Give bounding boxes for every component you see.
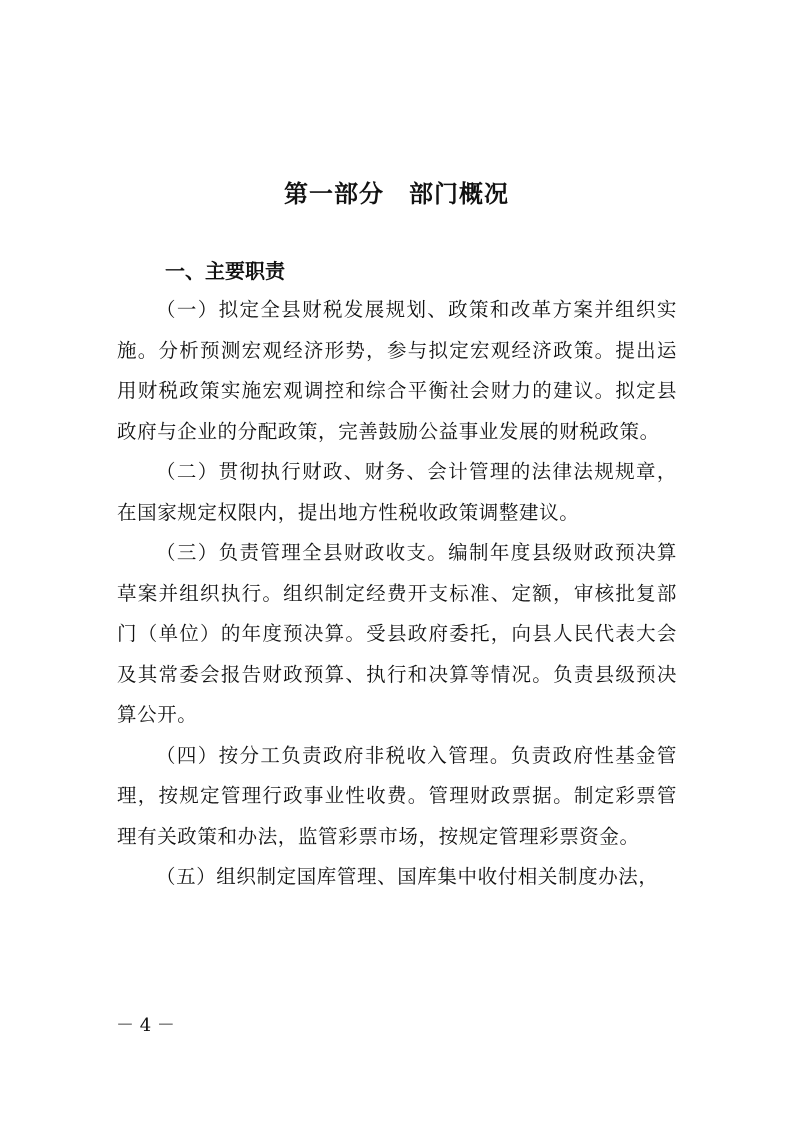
page-number: － 4 － [116, 1015, 175, 1036]
paragraph-duty-2: （二）贯彻执行财政、财务、会计管理的法律法规规章，在国家规定权限内，提出地方性税收政策调整建议。 [117, 460, 677, 524]
paragraph-duty-1: （一）拟定全县财税发展规划、政策和改革方案并组织实施。分析预测宏观经济形势，参与拟定宏观经济政策。提出运用财税政策实施宏观调控和综合平衡社会财力的建议。拟定县政府与企业的分配政策，完善鼓励公益事业发展的财税政策。 [117, 298, 677, 443]
paragraph-duty-4: （四）按分工负责政府非税收入管理。负责政府性基金管理，按规定管理行政事业性收费。管理财政票据。制定彩票管理有关政策和办法，监管彩票市场，按规定管理彩票资金。 [117, 743, 677, 848]
paragraph-duty-3: （三）负责管理全县财政收支。编制年度县级财政预决算草案并组织执行。组织制定经费开支标准、定额，审核批复部门（单位）的年度预决算。受县政府委托，向县人民代表大会及其常委会报告财政预算、执行和决算等情况。负责县级预决算公开。 [117, 541, 677, 726]
page-title: 第一部分 部门概况 [284, 180, 509, 208]
paragraph-duty-5: （五）组织制定国库管理、国库集中收付相关制度办法， [156, 865, 659, 888]
section-heading: 一、主要职责 [165, 259, 285, 283]
document-body [117, 290, 677, 898]
